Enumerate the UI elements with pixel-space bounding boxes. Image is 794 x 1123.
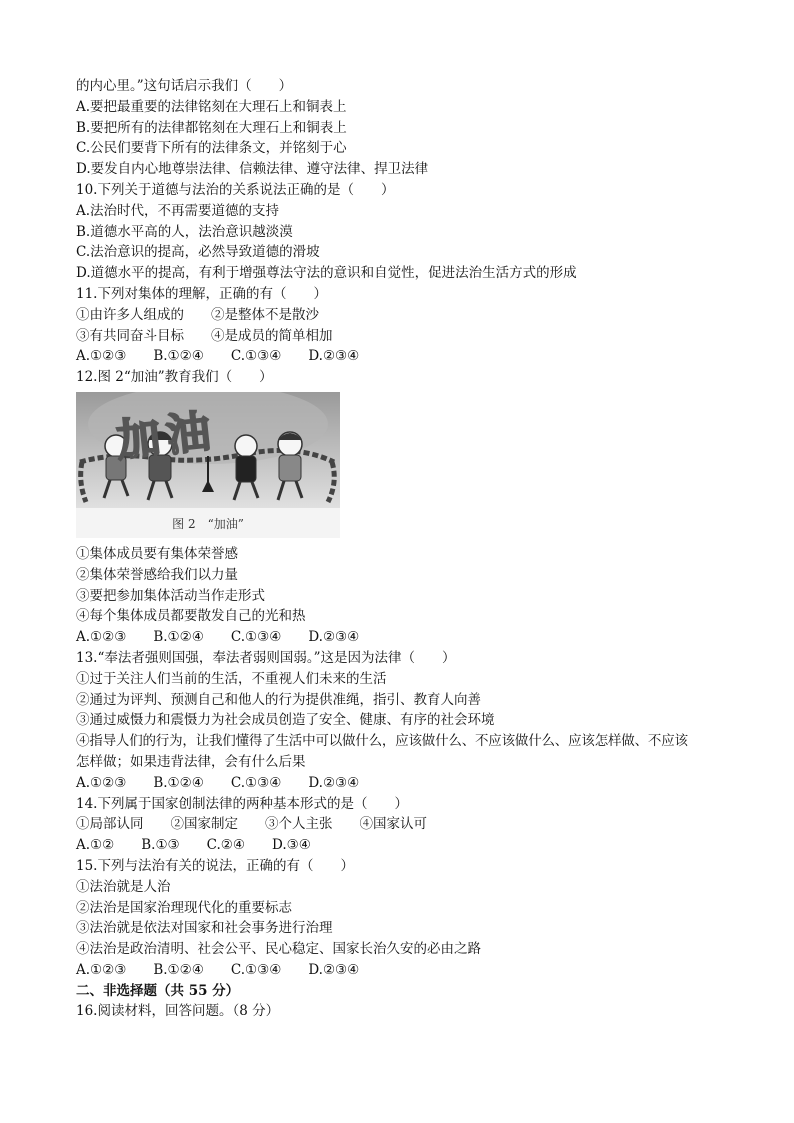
figure-title: 加油: [114, 405, 219, 468]
question-12: 12.图 2“加油”教育我们（ ）: [76, 369, 273, 386]
option-line: B.道德水平高的人，法治意识越淡漠: [76, 223, 293, 240]
option-line: A.①② B.①③ C.②④ D.③④: [76, 837, 311, 854]
option-line: A.①②③ B.①②④ C.①③④ D.②③④: [76, 629, 360, 646]
statement-line: ①法治就是人治: [76, 878, 171, 895]
statement-line: ③法治就是依法对国家和社会事务进行治理: [76, 920, 333, 937]
text-line: 的内心里。”这句话启示我们（ ）: [76, 78, 293, 94]
section-title: 二、非选择题（共 55 分）: [76, 982, 240, 999]
statement-line: ③要把参加集体活动当作走形式: [76, 587, 265, 604]
statement-line: ③有共同奋斗目标 ④是成员的简单相加: [76, 327, 333, 344]
question-15: 15.下列与法治有关的说法，正确的有（ ）: [76, 857, 354, 874]
figure-caption: 图 2 “加油”: [172, 516, 244, 531]
option-line: C.公民们要背下所有的法律条文，并铭刻于心: [76, 140, 347, 157]
option-line: A.①②③ B.①②④ C.①③④ D.②③④: [76, 774, 360, 791]
statement-line: ③通过威慑力和震慑力为社会成员创造了安全、健康、有序的社会环境: [76, 712, 495, 729]
question-10: 10.下列关于道德与法治的关系说法正确的是（ ）: [76, 181, 395, 198]
statement-line: ④法治是政治清明、社会公平、民心稳定、国家长治久安的必由之路: [76, 941, 481, 958]
statement-line: ②法治是国家治理现代化的重要标志: [76, 899, 292, 916]
statement-line: ②通过为评判、预测自己和他人的行为提供准绳，指引、教育人向善: [76, 691, 481, 708]
statement-line: ④指导人们的行为，让我们懂得了生活中可以做什么，应该做什么、不应该做什么、应该怎样做、不应该: [76, 733, 688, 750]
question-13: 13.“奉法者强则国强，奉法者弱则国弱。”这是因为法律（ ）: [76, 649, 456, 666]
statement-line: ①由许多人组成的 ②是整体不是散沙: [76, 306, 319, 323]
question-16: 16.阅读材料，回答问题。（8 分）: [76, 1003, 280, 1020]
statement-line: ①过于关注人们当前的生活，不重视人们未来的生活: [76, 670, 387, 687]
exam-page: [76, 76, 726, 1022]
question-14: 14.下列属于国家创制法律的两种基本形式的是（ ）: [76, 795, 408, 812]
option-line: B.要把所有的法律都铭刻在大理石上和铜表上: [76, 119, 347, 136]
option-line: A.法治时代，不再需要道德的支持: [76, 202, 280, 219]
option-line: A.①②③ B.①②④ C.①③④ D.②③④: [76, 961, 360, 978]
statement-line: ①集体成员要有集体荣誉感: [76, 545, 238, 562]
statement-line: ①局部认同 ②国家制定 ③个人主张 ④国家认可: [76, 816, 427, 833]
questions-12-15: [76, 544, 726, 1022]
figure-2-cheer: [76, 392, 340, 538]
option-line: A.①②③ B.①②④ C.①③④ D.②③④: [76, 348, 360, 365]
statement-line: 怎样做；如果违背法律，会有什么后果: [76, 753, 306, 770]
questions-9-12: [76, 76, 726, 388]
statement-line: ④每个集体成员都要散发自己的光和热: [76, 608, 306, 625]
question-11: 11.下列对集体的理解，正确的有（ ）: [76, 285, 327, 302]
option-line: C.法治意识的提高，必然导致道德的滑坡: [76, 244, 320, 261]
statement-line: ②集体荣誉感给我们以力量: [76, 566, 238, 583]
option-line: A.要把最重要的法律铭刻在大理石上和铜表上: [76, 98, 347, 115]
option-line: D.道德水平的提高，有利于增强尊法守法的意识和自觉性，促进法治生活方式的形成: [76, 265, 577, 282]
option-line: D.要发自内心地尊崇法律、信赖法律、遵守法律、捍卫法律: [76, 161, 429, 178]
